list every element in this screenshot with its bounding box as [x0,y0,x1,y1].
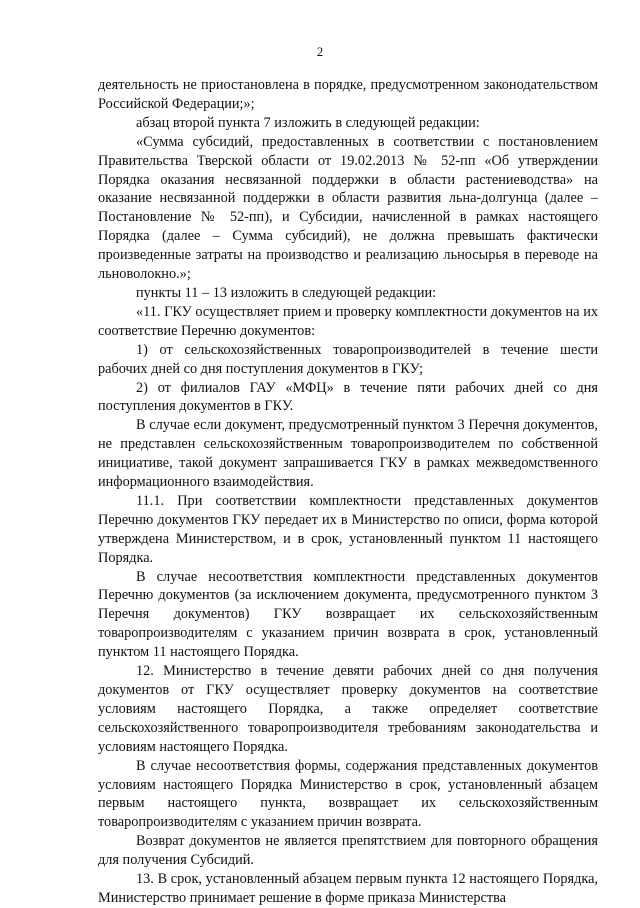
paragraph-continuation: деятельность не приостановлена в порядке, предусмотренном законодательством Российской Федерации;»; [98,77,598,112]
paragraph-nonconformity: В случае несоответствия формы, содержания представленных документов условиям настоящего Порядка Министерство в срок, установленный абзацем первым настоящего пункта, возвращает их сельскохозяйственным товаропроизводителям с указанием причин возврата. [98,757,598,831]
paragraph-amendment-point-7: абзац второй пункта 7 изложить в следующей редакции: [136,114,480,131]
paragraph-point-13: 13. В срок, установленный абзацем первым пункта 12 настоящего Порядка, Министерство принимает решение в форме приказа Министерства [98,871,598,906]
paragraph-point-12: 12. Министерство в течение девяти рабочих дней со дня получения документов от ГКУ осуществляет проверку документов на соответствие условиям настоящего Порядка, а также определяет соответствие сельскохозяйственного товаропроизводителя требованиям законодательства и условиям настоящего Порядка. [98,663,598,755]
document-body [98,76,598,908]
paragraph-subsidy-sum: «Сумма субсидий, предоставленных в соответствии с постановлением Правительства Тверской области от 19.02.2013 № 52-пп «Об утверждении Порядка оказания несвязанной поддержки в области растениеводства» на оказание несвязанной поддержки в области развития льна-долгунца (далее – Постановление № 52-пп), и Субсидии, начисленной в рамках настоящего Порядка (далее – Сумма субсидий), не должна превышать фактически произведенные затраты на производство и реализацию льносырья в переводе на льноволокно.»; [98,133,598,283]
paragraph-interagency-request: В случае если документ, предусмотренный пунктом 3 Перечня документов, не представлен сельскохозяйственным товаропроизводителем по собственной инициативе, такой документ запрашивается ГКУ в рамках межведомственного информационного взаимодействия. [98,417,598,491]
paragraph-amendment-points-11-13: пункты 11 – 13 изложить в следующей редакции: [136,284,437,301]
list-item-1: 1) от сельскохозяйственных товаропроизводителей в течение шести рабочих дней со дня поступления документов в ГКУ; [98,341,598,377]
paragraph-incomplete-documents: В случае несоответствия комплектности представленных документов Перечню документов (за исключением документа, предусмотренного пунктом 3 Перечня документов) ГКУ возвращает их сельскохозяйственным товаропроизводителям с указанием причин возврата в срок, установленный пунктом 11 настоящего Порядка. [98,568,598,661]
paragraph-point-11: «11. ГКУ осуществляет прием и проверку комплектности документов на их соответствие Перечню документов: [98,303,598,339]
list-item-2: 2) от филиалов ГАУ «МФЦ» в течение пяти рабочих дней со дня поступления документов в ГКУ. [98,379,598,415]
paragraph-point-11-1: 11.1. При соответствии комплектности представленных документов Перечню документов ГКУ передает их в Министерство по описи, форма которой утверждена Министерством, и в срок, установленный пунктом 11 настоящего Порядка. [98,492,598,566]
paragraph-resubmission: Возврат документов не является препятствием для повторного обращения для получения Субсидий. [98,833,598,869]
page-number: 2 [316,44,324,59]
